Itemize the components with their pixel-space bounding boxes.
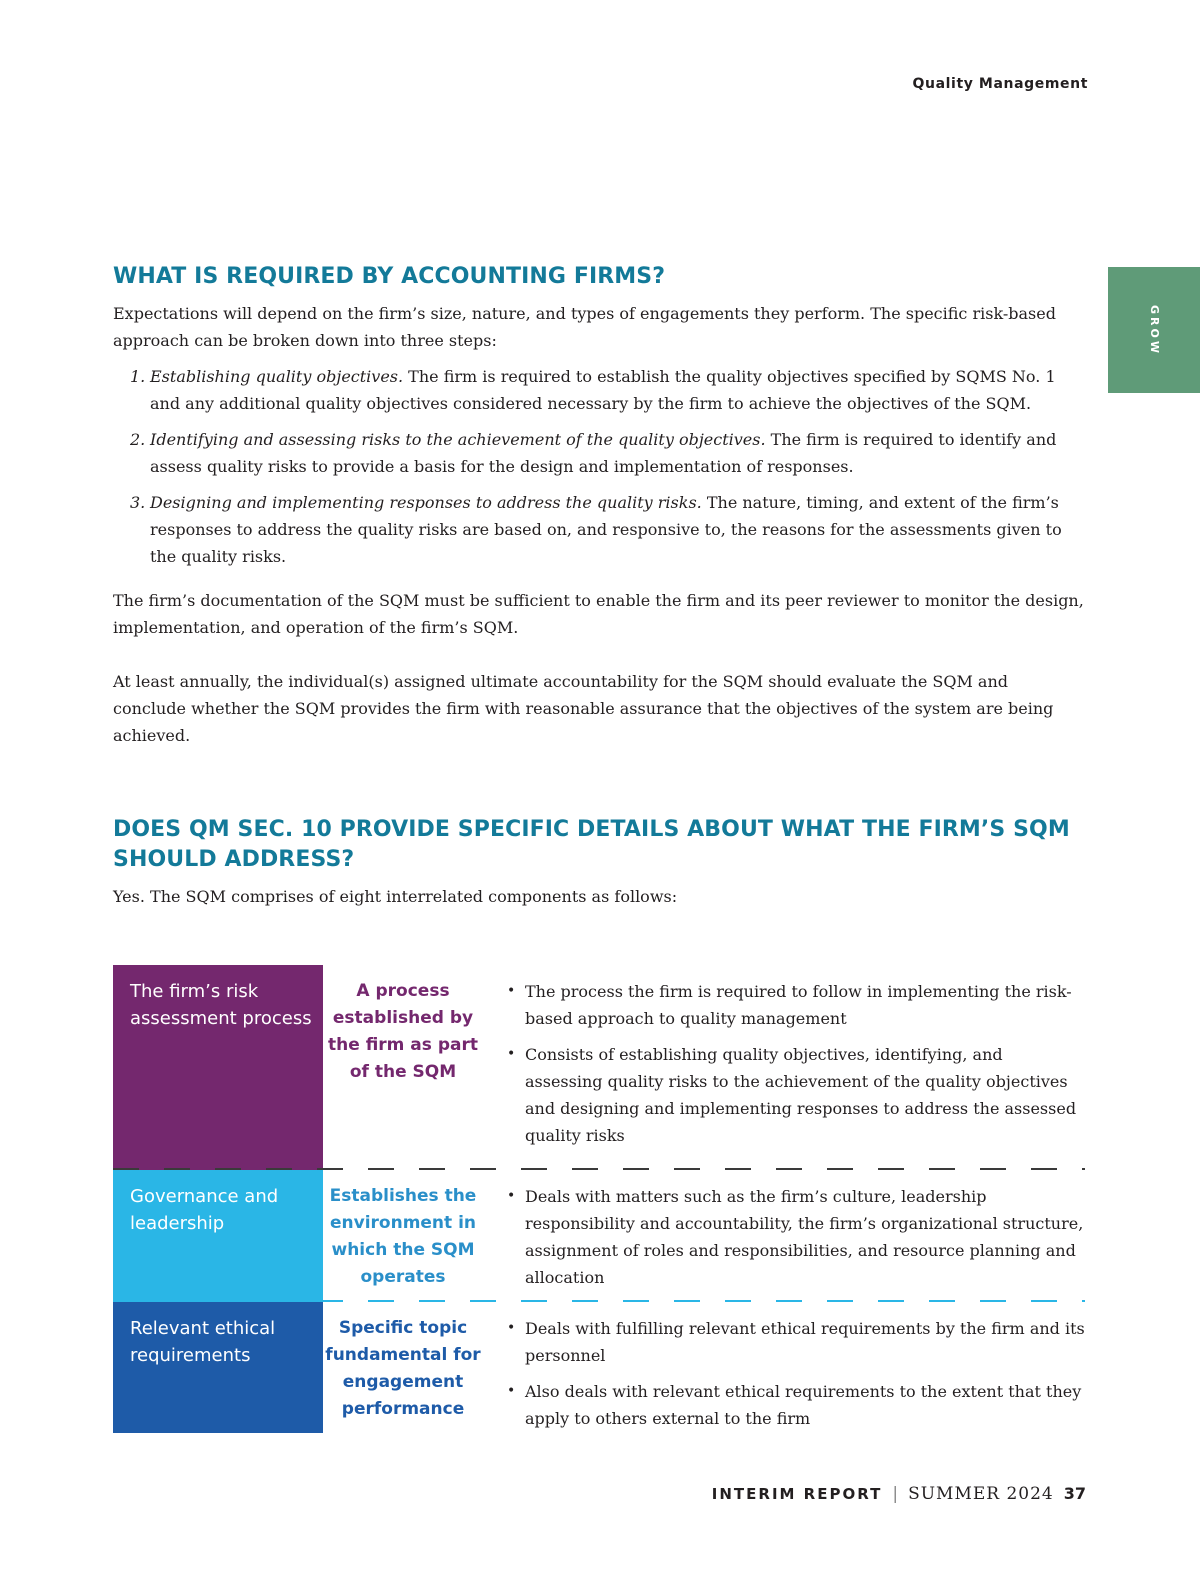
row-divider bbox=[113, 1300, 1085, 1302]
side-tab-label: GROW bbox=[1147, 304, 1161, 356]
section-qm-sec-10 bbox=[113, 815, 1085, 910]
section-intro: Yes. The SQM comprises of eight interrelated components as follows: bbox=[113, 887, 678, 906]
bullet-item: • Also deals with relevant ethical requirements to the extent that they apply to others external to the firm bbox=[505, 1378, 1085, 1432]
component-bullets bbox=[483, 1302, 1085, 1433]
step-text: The firm is required to establish the quality objectives specified by SQMS No. 1 and any additional quality objectives considered necessary by the firm to achieve the objectives of the SQM. bbox=[150, 367, 1056, 413]
step-title: Designing and implementing responses to address the quality risks. bbox=[150, 493, 702, 512]
section-intro: Expectations will depend on the firm’s size, nature, and types of engagements they perform. The specific risk-based approach can be broken down into three steps: bbox=[113, 304, 1056, 350]
section-side-tab bbox=[1108, 267, 1200, 393]
component-label: The firm’s risk assessment process bbox=[113, 965, 323, 1170]
publication-name: INTERIM REPORT bbox=[711, 1485, 883, 1503]
page-footer bbox=[712, 1484, 1086, 1504]
component-description: Specific topic fundamental for engagement performance bbox=[325, 1318, 481, 1419]
issue-season: SUMMER 2024 bbox=[908, 1484, 1054, 1504]
component-row bbox=[113, 1302, 1085, 1433]
step-text: The nature, timing, and extent of the firm’s responses to address the quality risks are based on, and responsive to, the reasons for the assessments given to the quality risks. bbox=[150, 493, 1062, 566]
step-text: The firm is required to identify and assess quality risks to provide a basis for the design and implementation of responses. bbox=[150, 430, 1057, 476]
component-description: A process established by the firm as part of the SQM bbox=[328, 981, 478, 1082]
step-number: 3. bbox=[130, 493, 146, 512]
component-label: Relevant ethical requirements bbox=[113, 1302, 323, 1433]
documentation-paragraph: The firm’s documentation of the SQM must be sufficient to enable the firm and its peer reviewer to monitor the design, implementation, and operation of the firm’s SQM. bbox=[113, 591, 1084, 637]
section-heading: WHAT IS REQUIRED BY ACCOUNTING FIRMS? bbox=[113, 264, 666, 289]
component-row bbox=[113, 965, 1085, 1170]
section-required-by-firms bbox=[113, 262, 1085, 749]
step-number: 2. bbox=[130, 430, 146, 449]
footer-separator: | bbox=[892, 1484, 899, 1504]
step-title: Identifying and assessing risks to the achievement of the quality objectives. bbox=[150, 430, 766, 449]
row-divider bbox=[113, 1168, 1085, 1170]
steps-list bbox=[113, 363, 1085, 570]
component-bullets bbox=[483, 1170, 1085, 1302]
step-number: 1. bbox=[130, 367, 146, 386]
bullet-item: • The process the firm is required to follow in implementing the risk-based approach to quality management bbox=[505, 978, 1085, 1032]
annual-evaluation-paragraph: At least annually, the individual(s) assigned ultimate accountability for the SQM should evaluate the SQM and conclude whether the SQM provides the firm with reasonable assurance that the objectives of the system are being achieved. bbox=[113, 672, 1054, 745]
section-heading: DOES QM SEC. 10 PROVIDE SPECIFIC DETAILS ABOUT WHAT THE FIRM’S SQM SHOULD ADDRESS? bbox=[113, 817, 1070, 872]
running-header-title: Quality Management bbox=[912, 76, 1088, 92]
step-title: Establishing quality objectives. bbox=[150, 367, 404, 386]
component-description: Establishes the environment in which the SQM operates bbox=[329, 1186, 477, 1287]
component-label: Governance and leadership bbox=[113, 1170, 323, 1302]
component-bullets bbox=[483, 965, 1085, 1170]
components-table bbox=[113, 965, 1085, 1433]
bullet-item: • Deals with matters such as the firm’s culture, leadership responsibility and accountability, the firm’s organizational structure, assignment of roles and responsibilities, and resource planning and allocation bbox=[505, 1183, 1085, 1291]
bullet-item: • Consists of establishing quality objectives, identifying, and assessing quality risks to the achievement of the quality objectives and designing and implementing responses to address the assessed quality risks bbox=[505, 1041, 1085, 1149]
step-item bbox=[113, 426, 1085, 480]
component-row bbox=[113, 1170, 1085, 1302]
step-item bbox=[113, 489, 1085, 570]
step-item bbox=[113, 363, 1085, 417]
bullet-item: • Deals with fulfilling relevant ethical requirements by the firm and its personnel bbox=[505, 1315, 1085, 1369]
page-number: 37 bbox=[1063, 1484, 1086, 1503]
